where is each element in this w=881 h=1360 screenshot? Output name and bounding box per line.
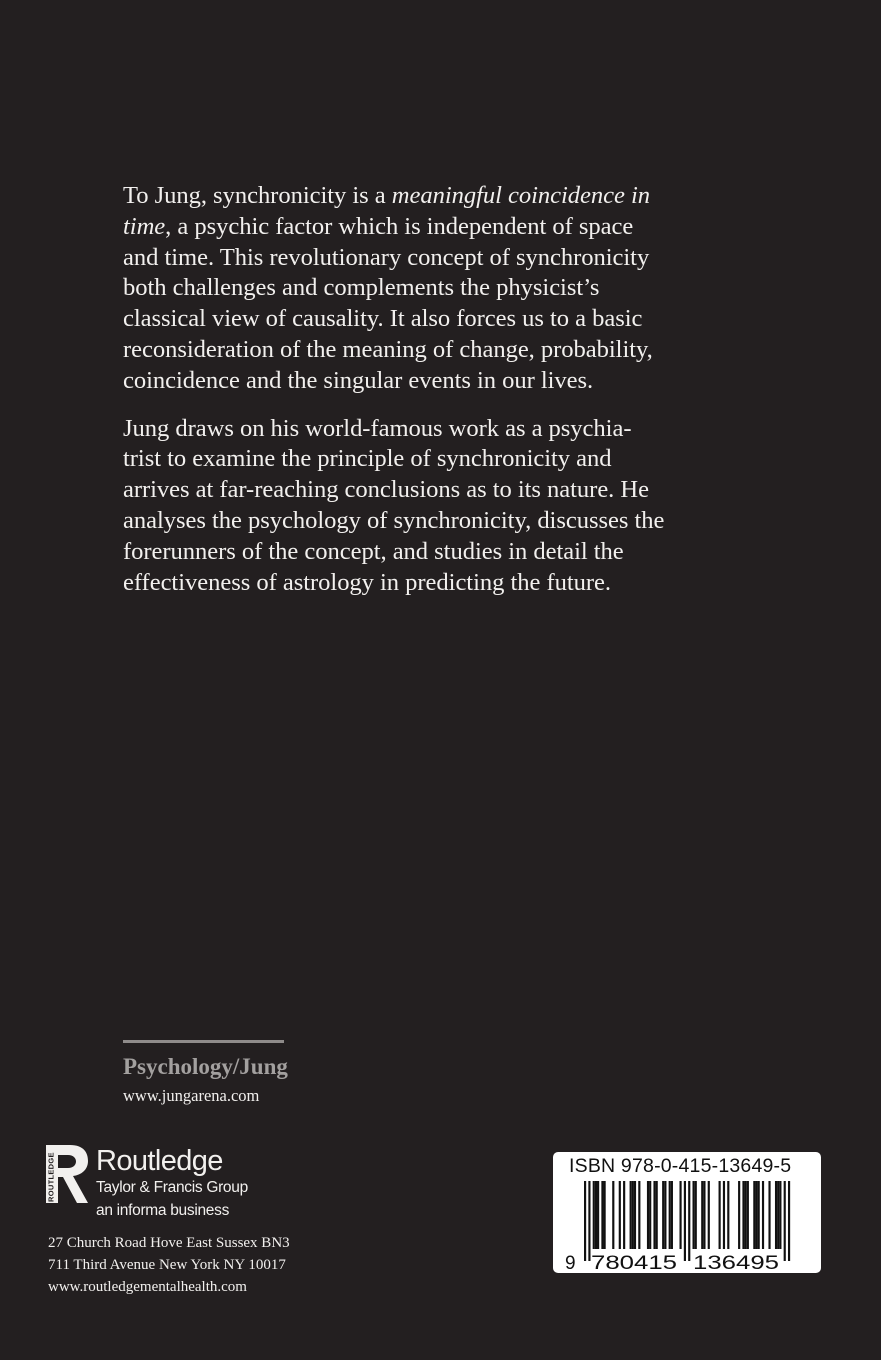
- barcode-bar: [671, 1181, 673, 1249]
- barcode-bar: [653, 1181, 655, 1249]
- barcode-bar: [679, 1181, 681, 1249]
- barcode-bar: [753, 1181, 755, 1249]
- barcode-bar: [604, 1181, 606, 1249]
- back-cover-blurb: [123, 181, 668, 615]
- barcode-bar: [768, 1181, 770, 1249]
- barcode-bar: [779, 1181, 781, 1249]
- barcode-bar: [612, 1181, 614, 1249]
- barcode-bar: [701, 1181, 703, 1249]
- barcode-bar: [595, 1181, 597, 1249]
- routledge-logo-icon: [44, 1143, 90, 1205]
- barcode-bar: [669, 1181, 671, 1249]
- publisher-brand: [96, 1143, 248, 1221]
- barcode-bar: [597, 1181, 599, 1249]
- jung-website: www.jungarena.com: [123, 1086, 260, 1105]
- barcode-bar: [647, 1181, 649, 1249]
- barcode-bar: [593, 1181, 595, 1249]
- barcode-bar: [742, 1181, 744, 1249]
- barcode-bar: [775, 1181, 777, 1249]
- barcode-bar: [708, 1181, 710, 1249]
- barcode-bar: [693, 1181, 695, 1249]
- publisher-group: Taylor & Francis Group: [96, 1179, 248, 1196]
- isbn-label: ISBN 978-0-415-13649-5: [569, 1155, 792, 1177]
- barcode-bar: [727, 1181, 729, 1249]
- address-line: www.routledgementalhealth.com: [48, 1279, 247, 1295]
- barcode-bar: [762, 1181, 764, 1249]
- barcode-first-digit: 9: [565, 1253, 576, 1273]
- barcode-guard-bar: [784, 1181, 786, 1261]
- barcode-bar: [664, 1181, 666, 1249]
- barcode-bar: [719, 1181, 721, 1249]
- blurb-paragraph-1: [123, 181, 668, 397]
- publisher-address: [48, 1232, 290, 1298]
- blurb-emphasis: meaningful coincidence in time: [123, 182, 651, 240]
- barcode-bar: [758, 1181, 760, 1249]
- barcode-bar: [777, 1181, 779, 1249]
- barcode-guard-bar: [788, 1181, 790, 1261]
- barcode-guard-bar: [684, 1181, 686, 1261]
- logo-vertical-text: ROUTLEDGE: [46, 1152, 56, 1202]
- publisher-name: Routledge: [96, 1145, 223, 1177]
- barcode-bar: [745, 1181, 747, 1249]
- blurb-text: To Jung, synchronicity is a: [123, 182, 392, 209]
- barcode-bar: [695, 1181, 697, 1249]
- blurb-paragraph-2: Jung draws on his world-famous work as a psychia-trist to examine the principle of synchronicity and arrives at far-reaching conclusions as to its nature. He analyses the psychology of synchronicity, discusses the forerunners of the concept, and studies in detail the effectiveness of astrology in predicting the future.: [123, 414, 665, 596]
- barcode-bar: [662, 1181, 664, 1249]
- barcode-bar: [747, 1181, 749, 1249]
- barcode-bar: [755, 1181, 757, 1249]
- barcode-bar: [601, 1181, 603, 1249]
- address-line: 711 Third Avenue New York NY 10017: [48, 1257, 286, 1273]
- barcode-guard-bar: [584, 1181, 586, 1261]
- barcode-bar: [623, 1181, 625, 1249]
- blurb-text: , a psychic factor which is independent of space and time. This revolutionary concept of synchronicity both challenges and complements the physicist’s classical view of causality. It also forces us to a basic reconsideration of the meaning of change, probability, coincidence and the singular events in our lives.: [123, 212, 653, 394]
- barcode-bar: [738, 1181, 740, 1249]
- barcode-bar: [634, 1181, 636, 1249]
- isbn-barcode: [553, 1152, 821, 1273]
- barcode-right-digits: 136495: [693, 1253, 779, 1273]
- subject-category: Psychology/Jung: [123, 1054, 288, 1079]
- barcode-bar: [638, 1181, 640, 1249]
- barcode-bars: [553, 1152, 821, 1273]
- barcode-guard-bar: [688, 1181, 690, 1261]
- barcode-left-digits: 780415: [591, 1253, 677, 1273]
- barcode-bar: [632, 1181, 634, 1249]
- barcode-bar: [703, 1181, 705, 1249]
- publisher-tagline: an informa business: [96, 1202, 230, 1219]
- barcode-bar: [723, 1181, 725, 1249]
- barcode-bar: [656, 1181, 658, 1249]
- barcode-guard-bar: [588, 1181, 590, 1261]
- category-divider: [123, 1040, 284, 1043]
- barcode-bar: [649, 1181, 651, 1249]
- barcode-bar: [630, 1181, 632, 1249]
- address-line: 27 Church Road Hove East Sussex BN3: [48, 1235, 290, 1251]
- barcode-bar: [619, 1181, 621, 1249]
